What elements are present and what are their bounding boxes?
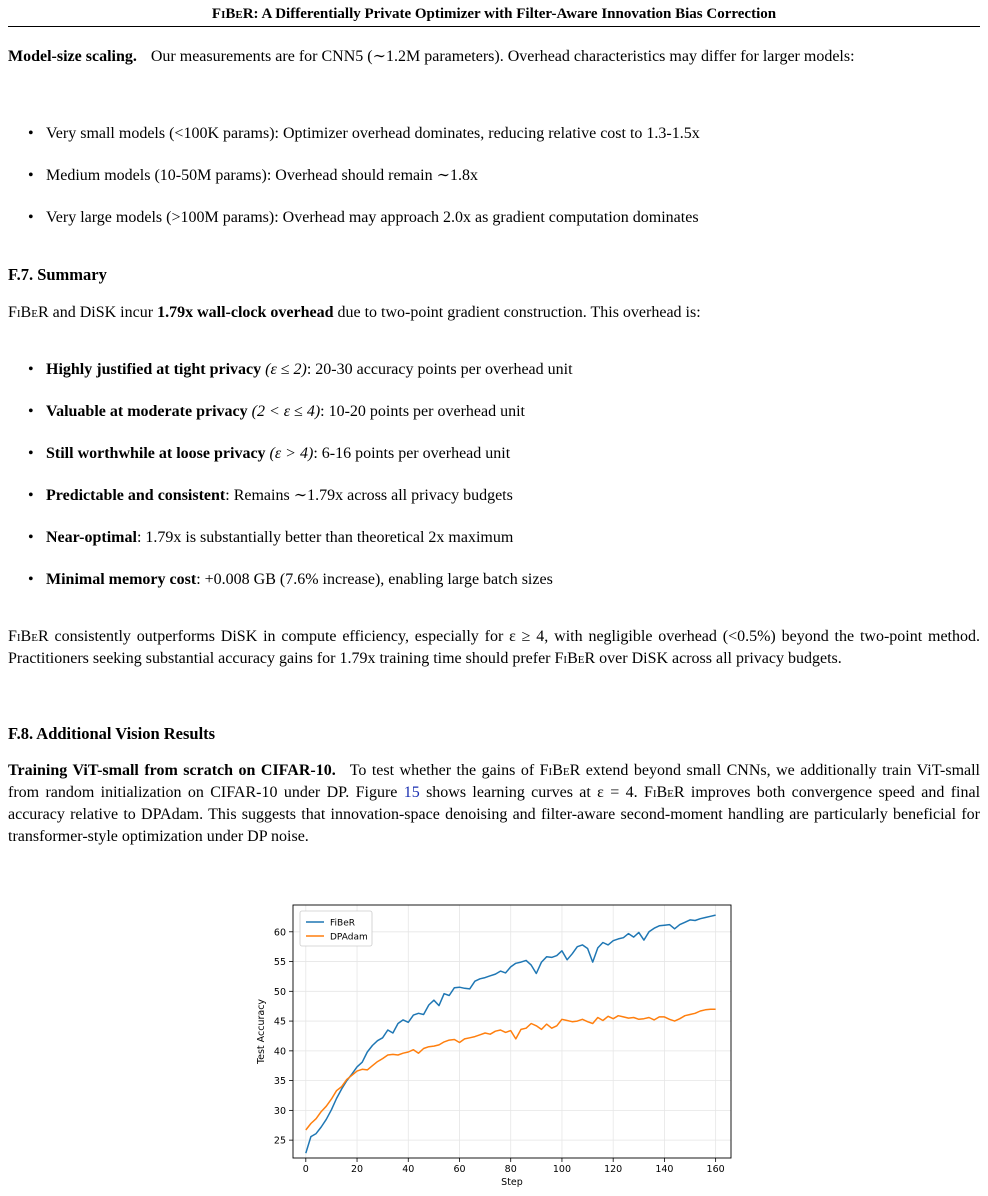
summary-closing: FiBeR consistently outperforms DiSK in compute efficiency, especially for ε ≥ 4, with negligible overhead (<0.5%) beyond the two-point method. Practitioners seeking substantial accuracy gains for 1.79x training time should prefer FiBeR over DiSK across all privacy budgets. [8,628,980,667]
legend-label: DPAdam [330,932,368,943]
vision-run-in: Training ViT-small from scratch on CIFAR-10. [8,762,336,779]
section-heading-f8: F.8. Additional Vision Results [8,724,216,743]
y-tick-label: 30 [273,1105,286,1117]
y-tick-label: 60 [273,927,286,939]
model-size-run-in: Model-size scaling. [8,48,137,65]
x-tick-label: 80 [504,1164,517,1175]
model-size-list [28,123,978,229]
y-tick-label: 35 [273,1076,286,1088]
y-axis-label: Test Accuracy [256,998,267,1065]
list-item: • Still worthwhile at loose privacy (ε > 4): 6-16 points per overhead unit [28,445,511,462]
x-tick-label: 20 [350,1164,364,1175]
vision-paragraph: Training ViT-small from scratch on CIFAR-10. To test whether the gains of FiBeR extend beyond small CNNs, we additionally train ViT-small from random initialization on CIFAR-10 under DP. Figure 15 shows learning curves at ε = 4. FiBeR improves both convergence speed and final accuracy relative to DPAdam. This suggests that innovation-space denoising and filter-aware second-moment handling are particularly beneficial for transformer-style optimization under DP noise. [8,762,981,845]
figure-reference-link[interactable]: 15 [403,784,420,801]
x-tick-label: 60 [453,1164,466,1175]
y-tick-label: 50 [273,986,286,998]
list-item: • Very small models (<100K params): Optimizer overhead dominates, reducing relative cost to 1.3-1.5x [28,125,700,142]
list-item: • Minimal memory cost: +0.008 GB (7.6% increase), enabling large batch sizes [28,571,553,588]
legend-label: FiBeR [330,918,355,929]
x-tick-label: 120 [604,1164,623,1175]
header-title-rest: : A Differentially Private Optimizer with Filter-Aware Innovation Bias Correction [253,6,777,22]
running-header [0,6,988,23]
method-name: FiBeR [554,650,596,667]
x-tick-label: 100 [552,1164,572,1175]
list-item: • Highly justified at tight privacy (ε ≤ 2): 20-30 accuracy points per overhead unit [28,361,573,378]
list-item: • Valuable at moderate privacy (2 < ε ≤ 4): 10-20 points per overhead unit [28,403,525,420]
method-name: FiBeR [643,784,685,801]
x-tick-label: 40 [402,1164,415,1175]
x-tick-label: 0 [302,1164,309,1175]
list-item: • Medium models (10-50M params): Overhead should remain ∼1.8x [28,167,478,184]
list-item: • Near-optimal: 1.79x is substantially better than theoretical 2x maximum [28,529,514,546]
x-tick-label: 140 [655,1164,674,1175]
list-item: • Predictable and consistent: Remains ∼1.79x across all privacy budgets [28,487,513,504]
method-name: FiBeR [539,762,581,779]
y-tick-label: 45 [273,1016,286,1028]
x-axis-label: Step [501,1177,523,1188]
method-name: FiBeR [8,304,49,321]
model-size-text: Our measurements are for CNN5 (∼1.2M parameters). Overhead characteristics may differ for larger models: [150,48,855,65]
header-rule [8,26,980,27]
learning-curve-chart [252,898,737,1194]
y-tick-label: 40 [273,1046,286,1058]
method-name: FiBeR [211,6,254,22]
model-size-paragraph [8,46,980,68]
x-tick-label: 160 [706,1164,725,1175]
list-item: • Very large models (>100M params): Overhead may approach 2.0x as gradient computation dominates [28,209,699,226]
summary-list [28,359,978,591]
method-name: FiBeR [8,628,49,645]
summary-intro: FiBeR and DiSK incur 1.79x wall-clock overhead due to two-point gradient construction. This overhead is: [8,304,701,321]
y-tick-label: 55 [273,957,286,969]
y-tick-label: 25 [273,1135,286,1147]
section-heading-f7: F.7. Summary [8,265,107,284]
